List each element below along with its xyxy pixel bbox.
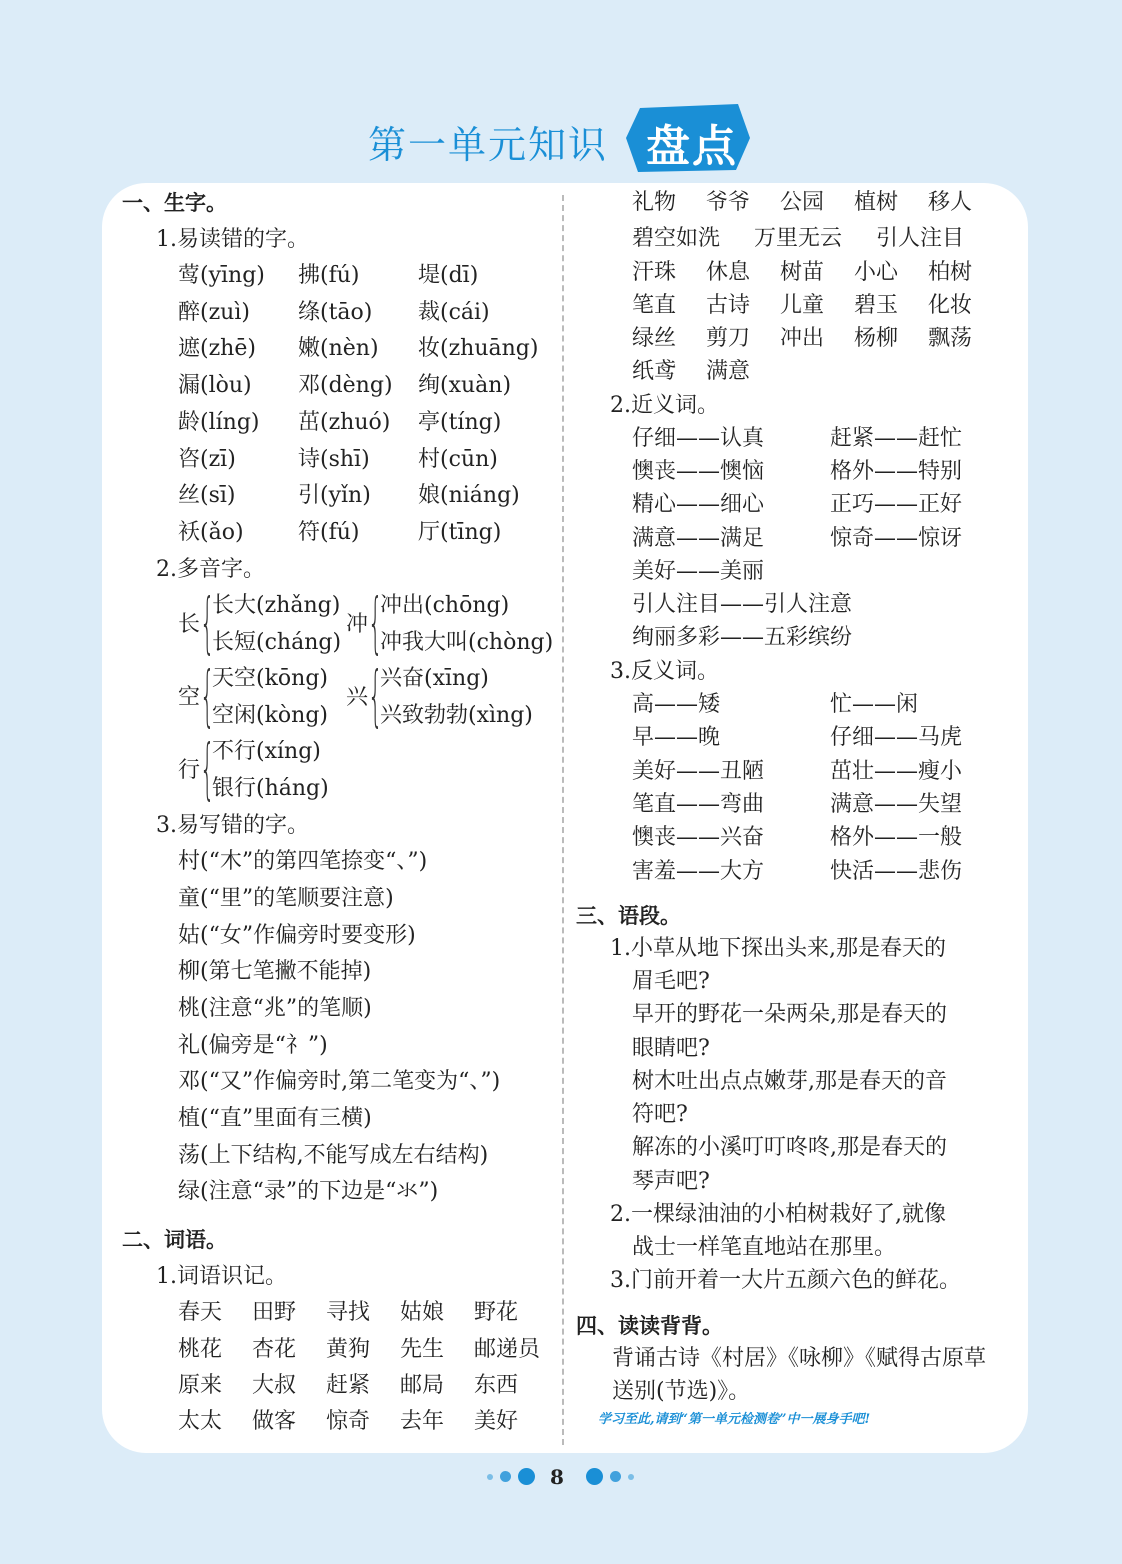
word-pair: 仔细——认真 [632, 426, 765, 451]
dot-icon [628, 1474, 634, 1480]
word-cell: 野花 [474, 1300, 519, 1325]
polyphone-reading: 兴致勃勃(xìng) [380, 703, 533, 728]
dot-icon [518, 1468, 535, 1485]
word-cell: 纸鸢 [632, 359, 677, 384]
word-cell: 公园 [780, 190, 825, 215]
brace-icon: { [368, 584, 383, 661]
word-cell: 邓(dèng) [298, 373, 393, 398]
list-item: 邓(“又”作偏旁时,第二笔变为“、”) [178, 1069, 501, 1094]
page-number: 8 [550, 1465, 564, 1489]
sub-heading: 1.词语识记。 [156, 1264, 287, 1289]
polyphone-reading: 冲我大叫(chòng) [380, 630, 554, 655]
word-pair: 忙——闲 [830, 692, 919, 717]
word-cell: 植树 [854, 190, 899, 215]
dot-icon [610, 1471, 621, 1482]
word-cell: 丝(sī) [178, 483, 236, 508]
polyphone-reading: 长短(cháng) [212, 630, 342, 655]
word-cell: 诗(shī) [298, 447, 370, 472]
word-pair: 引人注目——引人注意 [632, 592, 853, 617]
passage-line: 琴声吧? [632, 1169, 710, 1194]
word-cell: 满意 [706, 359, 751, 384]
polyphone-reading: 天空(kōng) [212, 666, 328, 691]
polyphone-char: 兴 [346, 685, 369, 710]
title-badge [622, 100, 754, 176]
dot-icon [487, 1474, 493, 1480]
sub-heading: 3.反义词。 [610, 659, 719, 684]
list-item: 植(“直”里面有三横) [178, 1106, 372, 1131]
word-cell: 村(cūn) [418, 447, 498, 472]
word-cell: 醉(zuì) [178, 300, 250, 325]
word-cell: 亭(tíng) [418, 410, 502, 435]
word-cell: 绚(xuàn) [418, 373, 512, 398]
word-pair: 格外——一般 [830, 825, 963, 850]
word-cell: 引人注目 [876, 226, 965, 251]
word-pair: 快活——悲伤 [830, 859, 963, 884]
word-cell: 咨(zī) [178, 447, 236, 472]
word-cell: 万里无云 [754, 226, 843, 251]
word-cell: 绿丝 [632, 326, 677, 351]
section-heading: 三、语段。 [576, 904, 681, 928]
word-cell: 大叔 [252, 1373, 297, 1398]
passage-line: 早开的野花一朵两朵,那是春天的 [632, 1002, 947, 1027]
page-title: 第一单元知识 [368, 123, 609, 167]
polyphone-reading: 冲出(chōng) [380, 593, 510, 618]
list-item: 童(“里”的笔顺要注意) [178, 886, 394, 911]
polyphone-reading: 不行(xíng) [212, 739, 321, 764]
polyphone-char: 长 [178, 612, 201, 637]
word-pair: 害羞——大方 [632, 859, 765, 884]
word-cell: 漏(lòu) [178, 373, 252, 398]
passage-line: 眼睛吧? [632, 1036, 710, 1061]
word-cell: 邮递员 [474, 1337, 541, 1362]
word-pair: 茁壮——瘦小 [830, 759, 963, 784]
word-pair: 惊奇——惊讶 [830, 526, 963, 551]
passage-line: 1.小草从地下探出头来,那是春天的 [610, 936, 946, 961]
word-cell: 笔直 [632, 293, 677, 318]
word-cell: 做客 [252, 1409, 297, 1434]
dot-icon [586, 1468, 603, 1485]
polyphone-char: 空 [178, 685, 201, 710]
list-item: 荡(上下结构,不能写成左右结构) [178, 1143, 489, 1168]
word-cell: 去年 [400, 1409, 445, 1434]
section-heading: 四、读读背背。 [576, 1314, 723, 1338]
word-cell: 杨柳 [854, 326, 899, 351]
word-cell: 堤(dī) [418, 263, 479, 288]
brace-icon: { [200, 657, 215, 734]
polyphone-reading: 空闲(kòng) [212, 703, 328, 728]
word-cell: 柏树 [928, 260, 973, 285]
word-cell: 寻找 [326, 1300, 371, 1325]
word-cell: 飘荡 [928, 326, 973, 351]
word-cell: 田野 [252, 1300, 297, 1325]
word-cell: 绦(tāo) [298, 300, 373, 325]
polyphone-reading: 银行(háng) [212, 776, 329, 801]
word-cell: 赶紧 [326, 1373, 371, 1398]
footnote-text: 学习至此,请到“第一单元检测卷”中一展身手吧! [598, 1412, 871, 1427]
recite-line: 送别(节选)》。 [612, 1379, 751, 1404]
badge-text: 盘点 [646, 121, 738, 172]
polyphone-char: 冲 [346, 612, 369, 637]
polyphone-char: 行 [178, 758, 201, 783]
word-cell: 冲出 [780, 326, 825, 351]
recite-line: 背诵古诗《村居》《咏柳》《赋得古原草 [612, 1346, 987, 1371]
word-cell: 先生 [400, 1337, 445, 1362]
word-pair: 满意——满足 [632, 526, 765, 551]
sub-heading: 3.易写错的字。 [156, 813, 309, 838]
word-cell: 裁(cái) [418, 300, 490, 325]
word-cell: 龄(líng) [178, 410, 260, 435]
list-item: 绿(注意“录”的下边是“氺”) [178, 1179, 439, 1204]
word-pair: 懊丧——懊恼 [632, 459, 765, 484]
sub-heading: 1.易读错的字。 [156, 227, 309, 252]
sub-heading: 2.多音字。 [156, 557, 265, 582]
passage-line: 眉毛吧? [632, 969, 710, 994]
word-cell: 古诗 [706, 293, 751, 318]
word-cell: 姑娘 [400, 1300, 445, 1325]
word-cell: 厅(tīng) [418, 520, 502, 545]
section-heading: 二、词语。 [122, 1228, 227, 1252]
passage-line: 3.门前开着一大片五颜六色的鲜花。 [610, 1268, 961, 1293]
passage-line: 战士一样笔直地站在那里。 [632, 1235, 897, 1260]
word-cell: 遮(zhē) [178, 336, 256, 361]
brace-icon: { [368, 657, 383, 734]
word-cell: 惊奇 [326, 1409, 371, 1434]
word-pair: 仔细——马虎 [830, 725, 963, 750]
word-cell: 爷爷 [706, 190, 751, 215]
word-cell: 美好 [474, 1409, 519, 1434]
word-cell: 东西 [474, 1373, 519, 1398]
word-cell: 休息 [706, 260, 751, 285]
word-cell: 儿童 [780, 293, 825, 318]
word-pair: 正巧——正好 [830, 492, 963, 517]
word-cell: 汗珠 [632, 260, 677, 285]
brace-icon: { [200, 584, 215, 661]
word-cell: 嫩(nèn) [298, 336, 379, 361]
word-cell: 树苗 [780, 260, 825, 285]
word-cell: 小心 [854, 260, 899, 285]
word-cell: 拂(fú) [298, 263, 360, 288]
word-cell: 邮局 [400, 1373, 445, 1398]
word-cell: 春天 [178, 1300, 223, 1325]
brace-icon: { [200, 730, 215, 807]
word-pair: 满意——失望 [830, 792, 963, 817]
sub-heading: 2.近义词。 [610, 393, 719, 418]
word-cell: 太太 [178, 1409, 223, 1434]
word-cell: 莺(yīng) [178, 263, 265, 288]
word-pair: 赶紧——赶忙 [830, 426, 963, 451]
passage-line: 符吧? [632, 1102, 688, 1127]
word-cell: 袄(ǎo) [178, 520, 244, 545]
word-pair: 笔直——弯曲 [632, 792, 765, 817]
passage-line: 树木吐出点点嫩芽,那是春天的音 [632, 1069, 947, 1094]
word-pair: 早——晚 [632, 725, 721, 750]
word-cell: 剪刀 [706, 326, 751, 351]
word-pair: 懊丧——兴奋 [632, 825, 765, 850]
word-cell: 礼物 [632, 190, 677, 215]
passage-line: 2.一棵绿油油的小柏树栽好了,就像 [610, 1202, 946, 1227]
word-cell: 妆(zhuāng) [418, 336, 539, 361]
word-cell: 杏花 [252, 1337, 297, 1362]
word-pair: 绚丽多彩——五彩缤纷 [632, 625, 853, 650]
passage-line: 解冻的小溪叮叮咚咚,那是春天的 [632, 1135, 947, 1160]
list-item: 礼(偏旁是“礻”) [178, 1033, 328, 1058]
column-divider [562, 195, 564, 1445]
word-pair: 美好——美丽 [632, 559, 765, 584]
word-pair: 精心——细心 [632, 492, 765, 517]
list-item: 桃(注意“兆”的笔顺) [178, 996, 372, 1021]
section-heading: 一、生字。 [122, 191, 227, 215]
word-cell: 碧空如洗 [632, 226, 721, 251]
word-cell: 娘(niáng) [418, 483, 520, 508]
word-cell: 化妆 [928, 293, 973, 318]
word-cell: 茁(zhuó) [298, 410, 391, 435]
word-pair: 格外——特别 [830, 459, 963, 484]
word-pair: 美好——丑陋 [632, 759, 765, 784]
word-cell: 引(yǐn) [298, 483, 371, 508]
word-cell: 桃花 [178, 1337, 223, 1362]
list-item: 村(“木”的第四笔捺变“、”) [178, 849, 428, 874]
polyphone-reading: 兴奋(xīng) [380, 666, 489, 691]
word-cell: 符(fú) [298, 520, 360, 545]
word-cell: 移人 [928, 190, 973, 215]
list-item: 柳(第七笔撇不能掉) [178, 959, 372, 984]
dot-icon [500, 1471, 511, 1482]
word-cell: 碧玉 [854, 293, 899, 318]
list-item: 姑(“女”作偏旁时要变形) [178, 923, 416, 948]
polyphone-reading: 长大(zhǎng) [212, 593, 341, 618]
word-cell: 原来 [178, 1373, 223, 1398]
word-pair: 高——矮 [632, 692, 721, 717]
word-cell: 黄狗 [326, 1337, 371, 1362]
header [0, 100, 1122, 180]
